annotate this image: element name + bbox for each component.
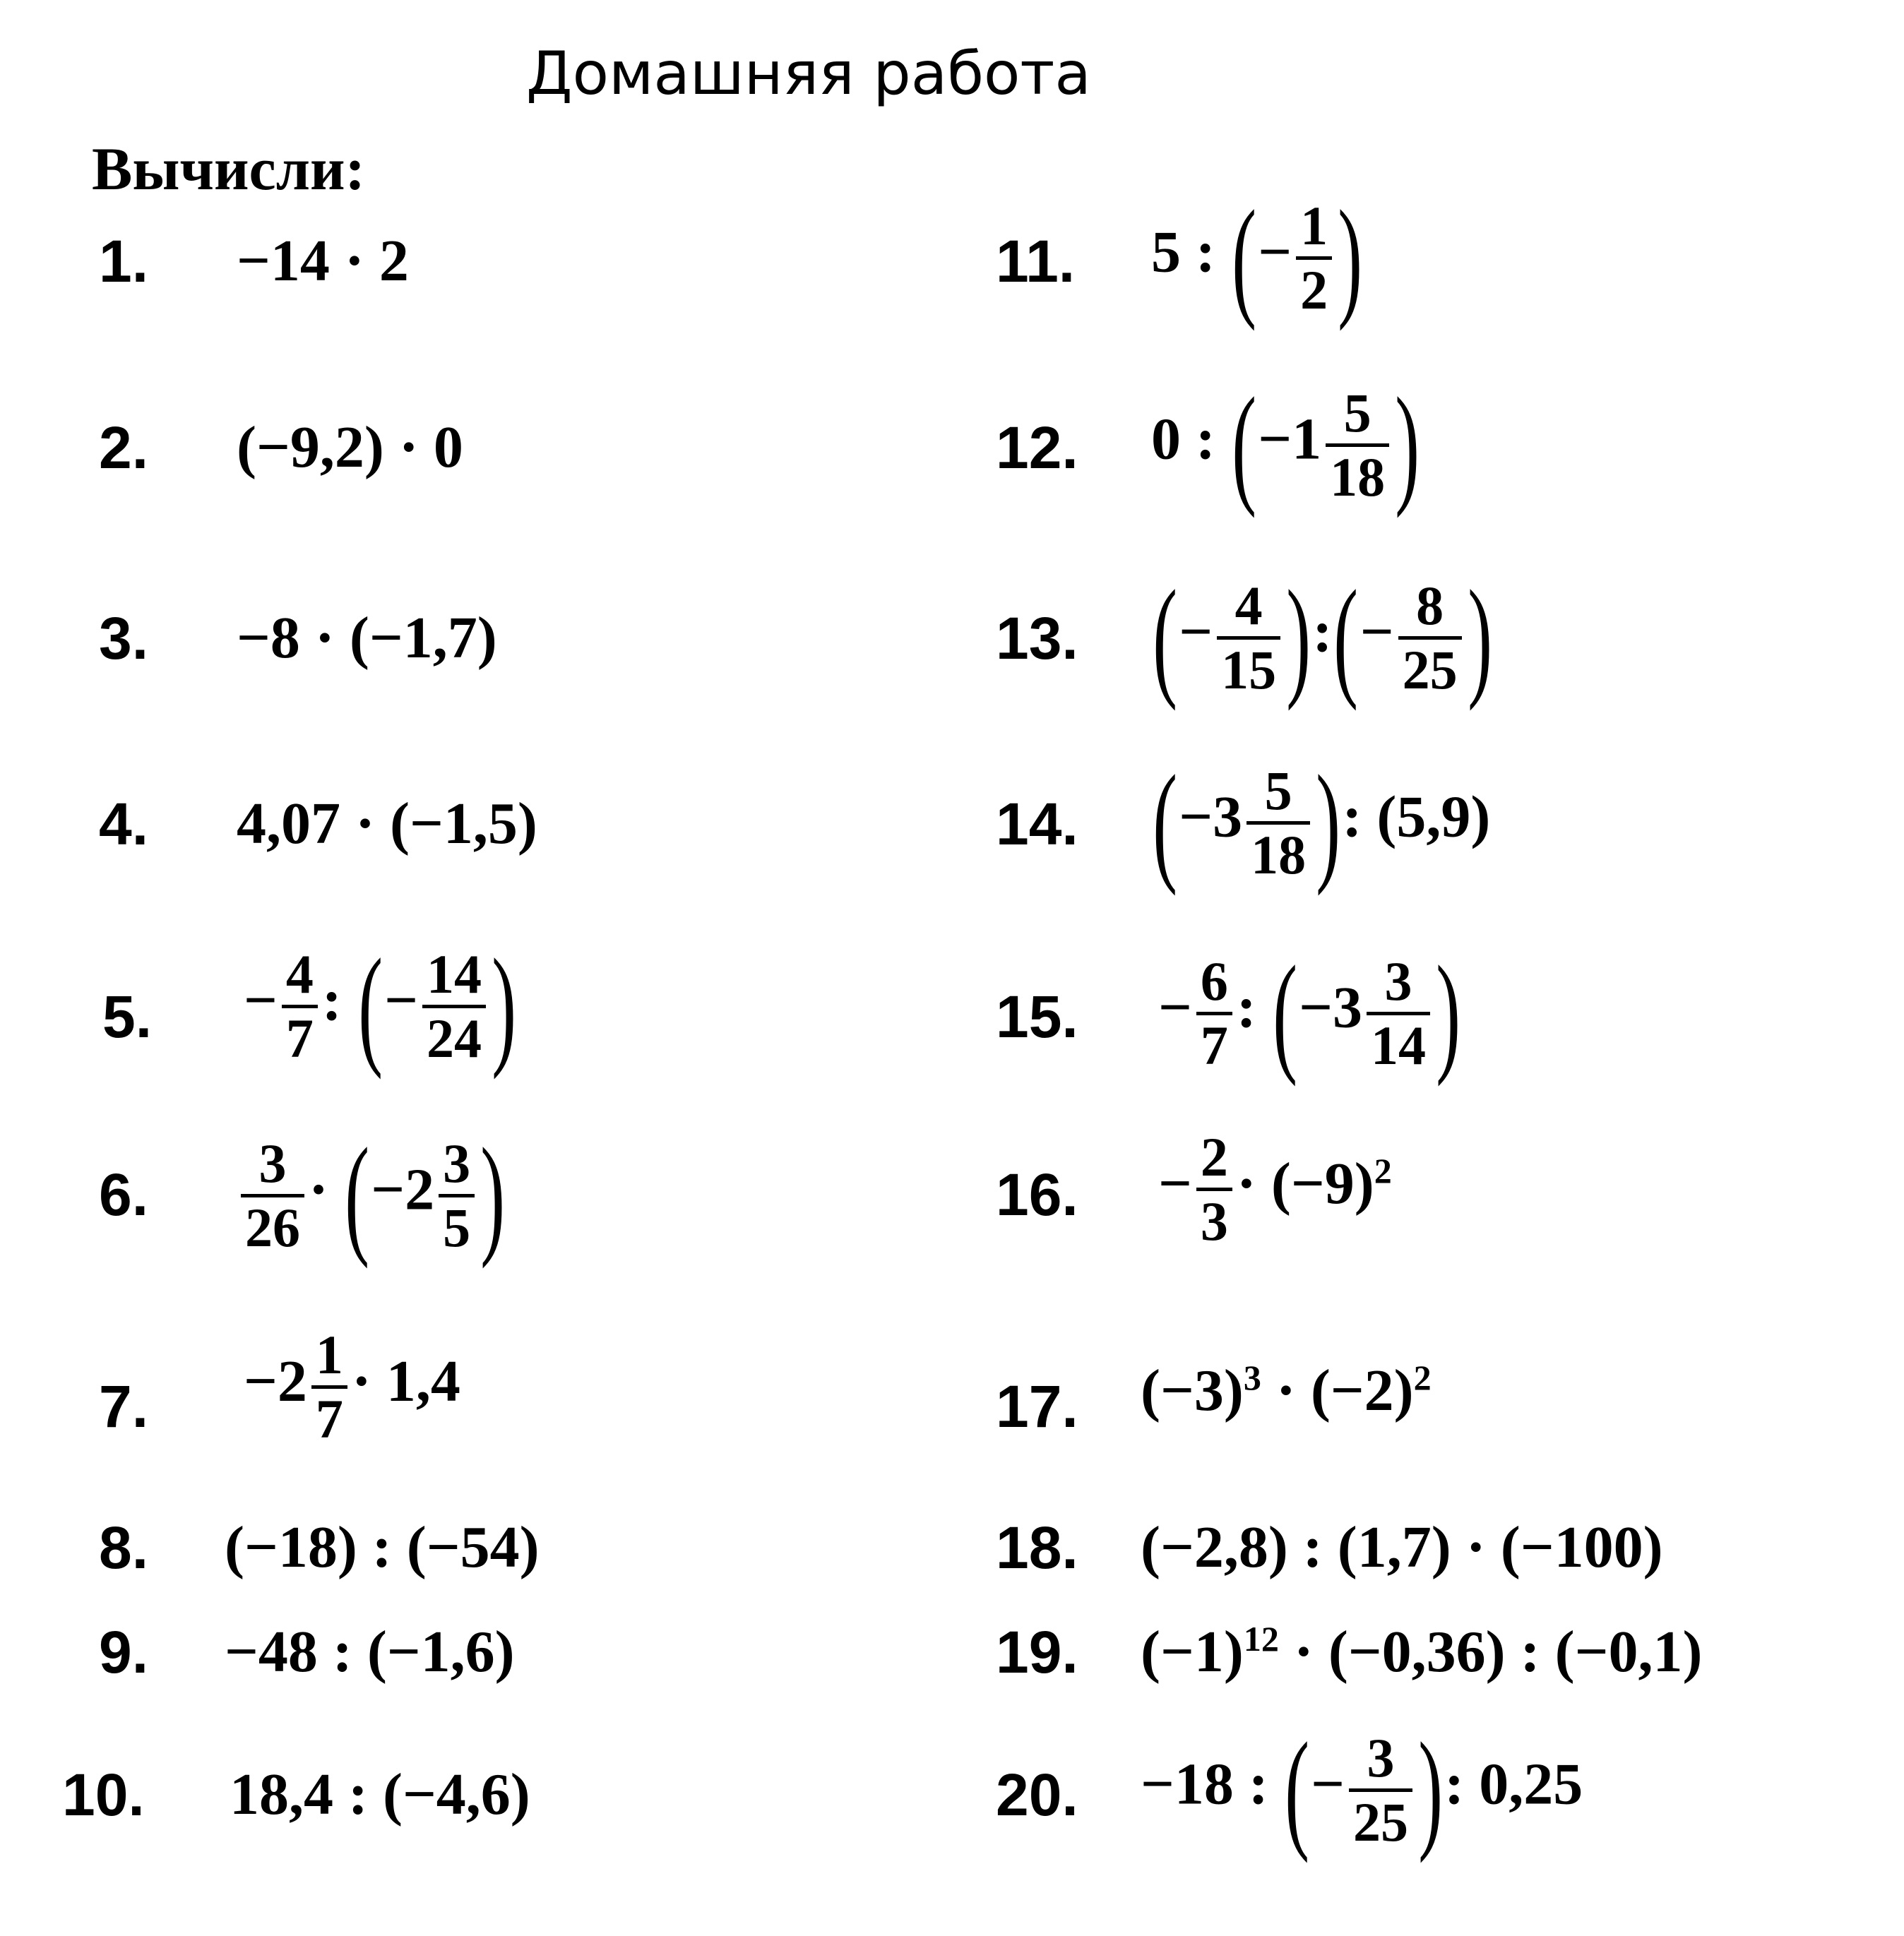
problem-20-numerator: 3 [1367,1726,1395,1788]
problem-16-exponent: 2 [1374,1150,1392,1190]
problem-5-sign: − [244,967,278,1034]
problem-5-numerator-a: 4 [285,943,314,1005]
problem-19-expression [1141,1619,1703,1685]
problem-6-operator: · [309,1157,329,1223]
problem-15-left-paren: ( [1273,939,1297,1087]
problem-17-exponent-1: 3 [1243,1358,1261,1397]
problem-14-right-paren: ) [1316,748,1341,897]
problem-11-lead: 5 : [1151,219,1215,285]
problem-17-expression [1141,1358,1432,1423]
problem-7-denominator: 7 [311,1385,347,1447]
problem-20-right-paren: ) [1418,1716,1444,1864]
problem-13-denominator-a: 15 [1217,636,1280,698]
problem-17-term-2: · (−2) [1261,1358,1414,1423]
problem-5-fraction-b [422,943,486,1069]
problem-19-term-1: (−1) [1141,1619,1244,1685]
problem-11-numerator: 1 [1300,194,1328,256]
problem-8-expression: (−18) : (−54) [225,1514,540,1580]
problem-number-2: 2. [99,414,149,481]
problem-13-sign-b: − [1359,599,1394,665]
problem-6-denominator-a: 26 [241,1194,304,1255]
problem-20-fraction [1349,1726,1412,1853]
problem-13-sign-a: − [1179,599,1213,665]
problem-16-rest: · (−9) [1236,1150,1374,1217]
problem-6-whole: −2 [371,1157,435,1223]
instruction-heading: Вычисли: [92,135,366,203]
problem-number-8: 8. [99,1514,149,1581]
problem-20-inner-sign: − [1311,1751,1345,1817]
problem-12-numerator: 5 [1343,381,1372,443]
problem-20-rest: : 0,25 [1444,1751,1583,1817]
problem-6-denominator-b: 5 [439,1194,475,1255]
problem-6-fraction-b [439,1132,475,1258]
problem-7-fraction [311,1324,347,1450]
problem-number-1: 1. [99,228,149,294]
problem-5-denominator-a: 7 [282,1005,318,1066]
problem-6-numerator-b: 3 [443,1132,471,1194]
problem-2-expression: (−9,2) · 0 [237,414,463,480]
problem-15-whole: −3 [1299,974,1363,1041]
problem-4-expression: 4,07 · (−1,5) [237,791,537,856]
problem-12-denominator: 18 [1326,443,1389,505]
problem-13-fraction-b [1398,574,1462,700]
problem-17-term-1: (−3) [1141,1358,1244,1423]
problem-12-fraction [1326,381,1389,508]
problem-number-14: 14. [996,791,1078,857]
problem-1-expression: −14 · 2 [237,228,409,294]
problem-15-denominator-b: 14 [1367,1012,1430,1073]
problem-14-left-paren: ( [1153,748,1178,897]
page-title: Домашняя работа [526,39,1091,108]
problem-18-expression: (−2,8) : (1,7) · (−100) [1141,1514,1663,1580]
problem-13-numerator-b: 8 [1416,574,1444,636]
problem-3-expression: −8 · (−1,7) [237,605,497,671]
problem-16-denominator: 3 [1196,1188,1232,1249]
problem-15-right-paren: ) [1436,939,1461,1087]
problem-number-17: 17. [996,1373,1078,1440]
problem-number-5: 5. [102,984,153,1050]
problem-5-denominator-b: 24 [422,1005,486,1066]
problem-15-numerator-b: 3 [1384,950,1412,1012]
problem-13-expression [1151,563,1494,712]
problem-16-sign: − [1158,1150,1192,1217]
problem-14-fraction [1246,759,1310,885]
problem-14-whole: −3 [1179,784,1243,850]
problem-13-left-paren-b: ( [1333,563,1359,712]
problem-15-fraction-a [1196,950,1232,1076]
problem-12-left-paren: ( [1232,371,1257,519]
problem-15-numerator-a: 6 [1200,950,1228,1012]
problem-11-denominator: 2 [1296,256,1332,318]
problem-11-inner-sign: − [1258,219,1292,285]
problem-7-rest: · 1,4 [351,1348,460,1414]
problem-number-15: 15. [996,984,1078,1050]
problem-number-3: 3. [99,605,149,671]
problem-13-numerator-a: 4 [1234,574,1263,636]
problem-13-right-paren-b: ) [1467,563,1492,712]
problem-9-expression: −48 : (−1,6) [225,1619,515,1685]
problem-number-10: 10. [62,1762,145,1828]
problem-15-denominator-a: 7 [1196,1012,1232,1073]
problem-12-lead: 0 : [1151,406,1215,472]
problem-number-9: 9. [99,1619,149,1685]
problem-5-right-paren: ) [492,932,517,1080]
problem-11-right-paren: ) [1338,184,1363,332]
problem-13-denominator-b: 25 [1398,636,1462,698]
problem-17-exponent-2: 2 [1413,1358,1432,1397]
problem-5-left-paren: ( [358,932,383,1080]
problem-number-18: 18. [996,1514,1078,1581]
problem-7-expression [244,1324,460,1450]
problem-11-left-paren: ( [1232,184,1257,332]
problem-13-left-paren-a: ( [1153,563,1178,712]
problem-14-rest: : (5,9) [1342,784,1491,850]
problem-19-exponent: 12 [1243,1619,1279,1659]
problem-12-right-paren: ) [1395,371,1420,519]
problem-5-expression [244,932,518,1080]
problem-5-inner-sign: − [384,967,419,1034]
problem-20-left-paren: ( [1285,1716,1309,1864]
problem-16-fraction [1196,1126,1232,1252]
problem-6-right-paren: ) [480,1121,506,1269]
problem-13-operator: : [1312,599,1333,665]
problem-6-numerator-a: 3 [258,1132,287,1194]
problem-5-fraction-a [282,943,318,1069]
problem-number-16: 16. [996,1161,1078,1228]
problem-14-denominator: 18 [1246,821,1310,883]
problem-15-fraction-b [1367,950,1430,1076]
problem-20-denominator: 25 [1349,1788,1412,1850]
problem-15-sign: − [1158,974,1192,1041]
problem-6-left-paren: ( [345,1121,370,1269]
problem-number-6: 6. [99,1161,149,1228]
problem-19-term-2: · (−0,36) : (−0,1) [1278,1619,1703,1685]
problem-16-expression [1158,1126,1392,1252]
problem-number-20: 20. [996,1762,1078,1828]
problem-13-right-paren-a: ) [1286,563,1311,712]
problem-15-expression [1158,939,1462,1087]
problem-5-numerator-b: 14 [427,943,482,1005]
problem-7-whole: −2 [244,1348,307,1414]
problem-11-expression [1151,184,1364,332]
problem-13-fraction-a [1217,574,1280,700]
problem-6-fraction-a [241,1132,304,1258]
problem-number-13: 13. [996,605,1078,671]
problem-11-fraction [1296,194,1332,321]
problem-number-19: 19. [996,1619,1078,1685]
problem-7-numerator: 1 [315,1324,343,1385]
problem-20-expression [1141,1716,1583,1864]
problem-20-lead: −18 : [1141,1751,1268,1817]
problem-12-expression [1151,371,1421,519]
problem-5-operator: : [321,967,342,1034]
problem-14-expression [1151,748,1491,897]
problem-12-whole: −1 [1258,406,1322,472]
problem-10-expression: 18,4 : (−4,6) [230,1762,530,1827]
problem-6-expression [237,1121,506,1269]
problem-number-12: 12. [996,414,1078,481]
problem-number-4: 4. [99,791,149,857]
problem-number-7: 7. [99,1373,149,1440]
problem-15-operator: : [1236,974,1256,1041]
problem-16-numerator: 2 [1200,1126,1228,1188]
problem-number-11: 11. [996,228,1076,294]
problem-14-numerator: 5 [1264,759,1292,821]
